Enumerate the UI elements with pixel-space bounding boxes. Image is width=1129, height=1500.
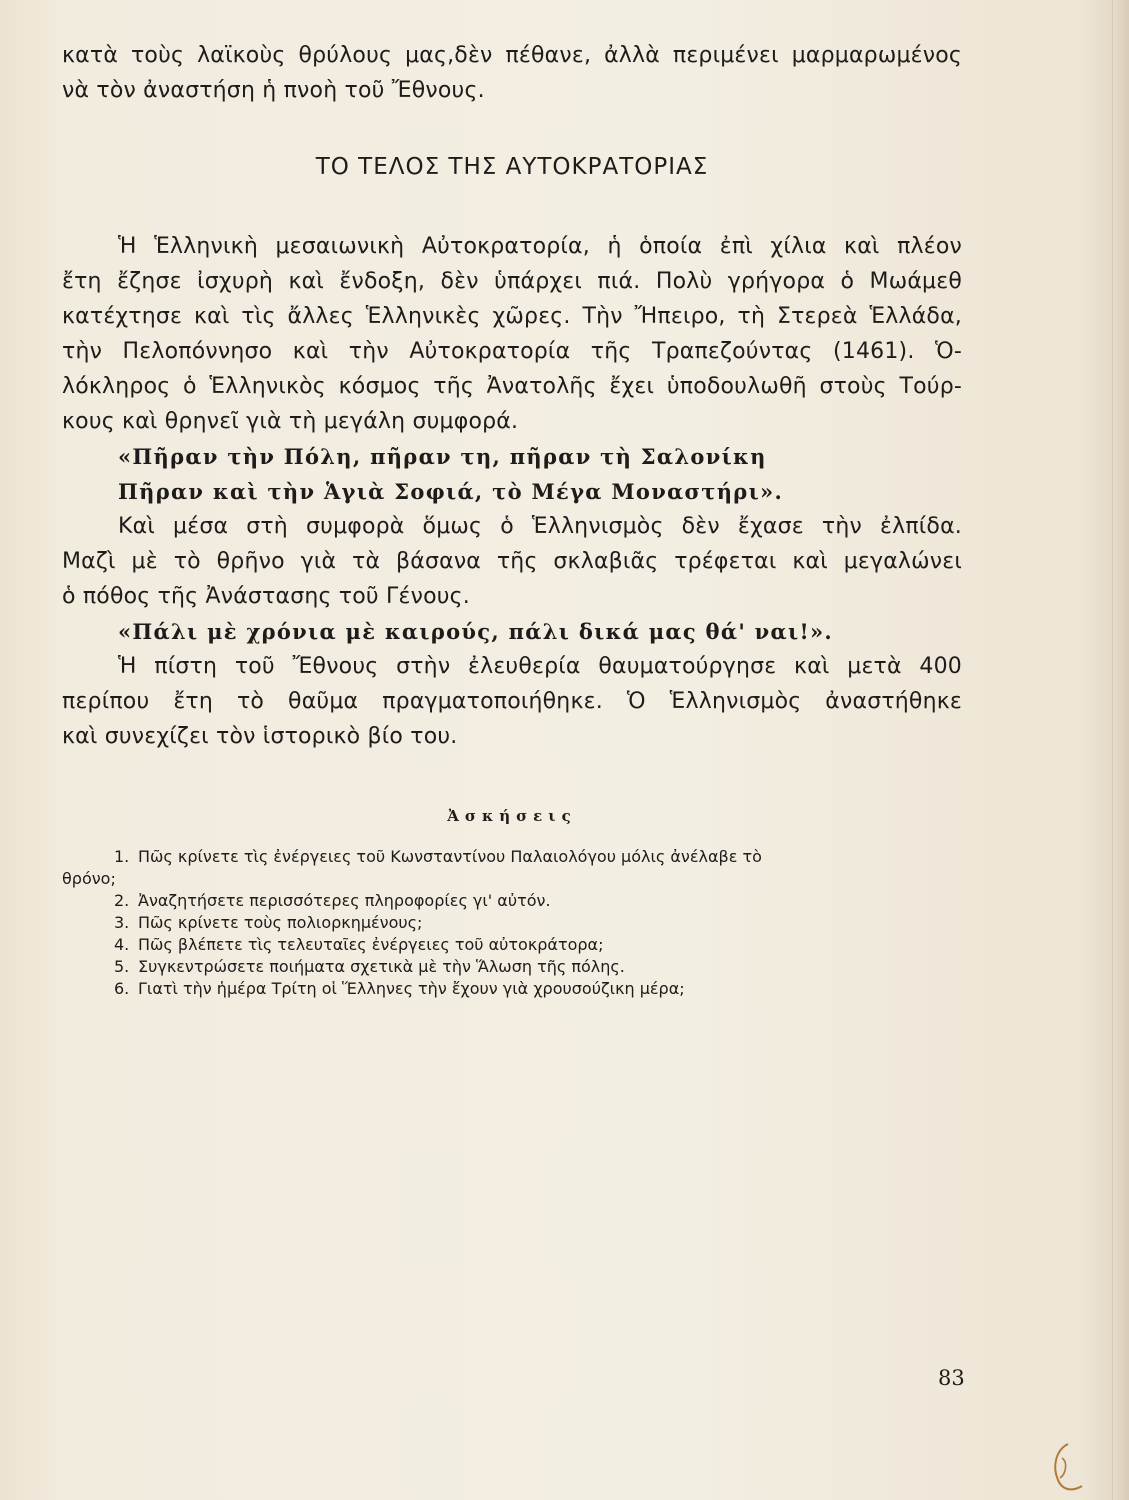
section-title: ΤΟ ΤΕΛΟΣ ΤΗΣ ΑΥΤΟΚΡΑΤΟΡΙΑΣ [315,154,709,180]
exercise-number: 5. [114,957,130,976]
handwritten-mark-icon [1038,1440,1098,1496]
verse1-line-1: «Πῆραν τὴν Πόλη, πῆραν τη, πῆραν τὴ Σαλονίκη [118,444,767,469]
exercise-text: Πῶς βλέπετε τὶς τελευταῖες ἐνέργειες τοῦ αὐτοκράτορα; [138,935,604,954]
paragraph3-line-1: Ἡ πίστη τοῦ Ἔθνους στὴν ἐλευθερία θαυματούργησε καὶ μετὰ 400 [118,654,962,679]
exercise-number: 6. [114,979,130,998]
exercises-title: Ἀσκήσεις [447,807,577,825]
exercise-item-6 [62,978,962,1000]
paragraph1-line-6: κους καὶ θρηνεῖ γιὰ τὴ μεγάλη συμφορά. [62,409,519,434]
exercise-item-5 [62,956,962,978]
exercise-text: Γιατὶ τὴν ἡμέρα Τρίτη οἱ Ἕλληνες τὴν ἔχουν γιὰ χρουσούζικη μέρα; [138,979,685,998]
exercise-item-1-continuation: θρόνο; [62,869,116,888]
page-number: 83 [938,1366,965,1390]
exercise-text: Συγκεντρώσετε ποιήματα σχετικὰ μὲ τὴν Ἅλωση τῆς πόλης. [138,957,625,976]
page-text [62,38,962,1000]
exercise-number: 2. [114,891,130,910]
exercise-text: Πῶς κρίνετε τὶς ἐνέργειες τοῦ Κωνσταντίνου Παλαιολόγου μόλις ἀνέλαβε τὸ [138,847,762,866]
continuation-line-2: νὰ τὸν ἀναστήση ἡ πνοὴ τοῦ Ἔθνους. [62,78,485,103]
continuation-line-1: κατὰ τοὺς λαϊκοὺς θρύλους μας,δὲν πέθανε, ἀλλὰ περιμένει μαρμαρωμένος [62,43,962,68]
paragraph2-line-2: Μαζὶ μὲ τὸ θρῆνο γιὰ τὰ βάσανα τῆς σκλαβιᾶς τρέφεται καὶ μεγαλώνει [62,549,962,574]
verse2: «Πάλι μὲ χρόνια μὲ καιρούς, πάλι δικά μας θά' ναι!». [118,619,834,644]
exercise-item-3 [62,912,962,934]
paragraph2-line-1: Καὶ μέσα στὴ συμφορὰ ὅμως ὁ Ἑλληνισμὸς δὲν ἔχασε τὴν ἐλπίδα. [118,514,962,539]
exercise-item-4 [62,934,962,956]
binding-edge [1112,0,1129,1500]
exercise-text: Ἀναζητήσετε περισσότερες πληροφορίες γι' αὐτόν. [138,891,551,910]
exercise-number: 1. [114,847,130,866]
paragraph1-line-5: λόκληρος ὁ Ἑλληνικὸς κόσμος τῆς Ἀνατολῆς ἔχει ὑποδουλωθῆ στοὺς Τούρ- [62,374,962,399]
exercise-text: Πῶς κρίνετε τοὺς πολιορκημένους; [138,913,423,932]
paragraph3-line-2: περίπου ἔτη τὸ θαῦμα πραγματοποιήθηκε. Ὁ Ἑλληνισμὸς ἀναστήθηκε [62,689,962,714]
paragraph1-line-2: ἔτη ἔζησε ἰσχυρὴ καὶ ἔνδοξη, δὲν ὑπάρχει πιά. Πολὺ γρήγορα ὁ Μωάμεθ [62,269,962,294]
exercise-number: 3. [114,913,130,932]
exercise-item-2 [62,890,962,912]
paragraph1-line-3: κατέχτησε καὶ τὶς ἄλλες Ἑλληνικὲς χῶρες. Τὴν Ἤπειρο, τὴ Στερεὰ Ἑλλάδα, [62,304,962,329]
paragraph1-line-1: Ἡ Ἑλληνικὴ μεσαιωνικὴ Αὐτοκρατορία, ἡ ὁποία ἐπὶ χίλια καὶ πλέον [118,234,962,259]
paragraph3-line-3: καὶ συνεχίζει τὸν ἱστορικὸ βίο του. [62,724,458,749]
verse1-line-2: Πῆραν καὶ τὴν Ἁγιὰ Σοφιά, τὸ Μέγα Μοναστήρι». [118,479,784,504]
paragraph1-line-4: τὴν Πελοπόννησο καὶ τὴν Αὐτοκρατορία τῆς Τραπεζούντας (1461). Ὁ- [62,339,962,364]
exercise-number: 4. [114,935,130,954]
exercise-item-1 [62,846,962,868]
paragraph2-line-3: ὁ πόθος τῆς Ἀνάστασης τοῦ Γένους. [62,584,470,609]
